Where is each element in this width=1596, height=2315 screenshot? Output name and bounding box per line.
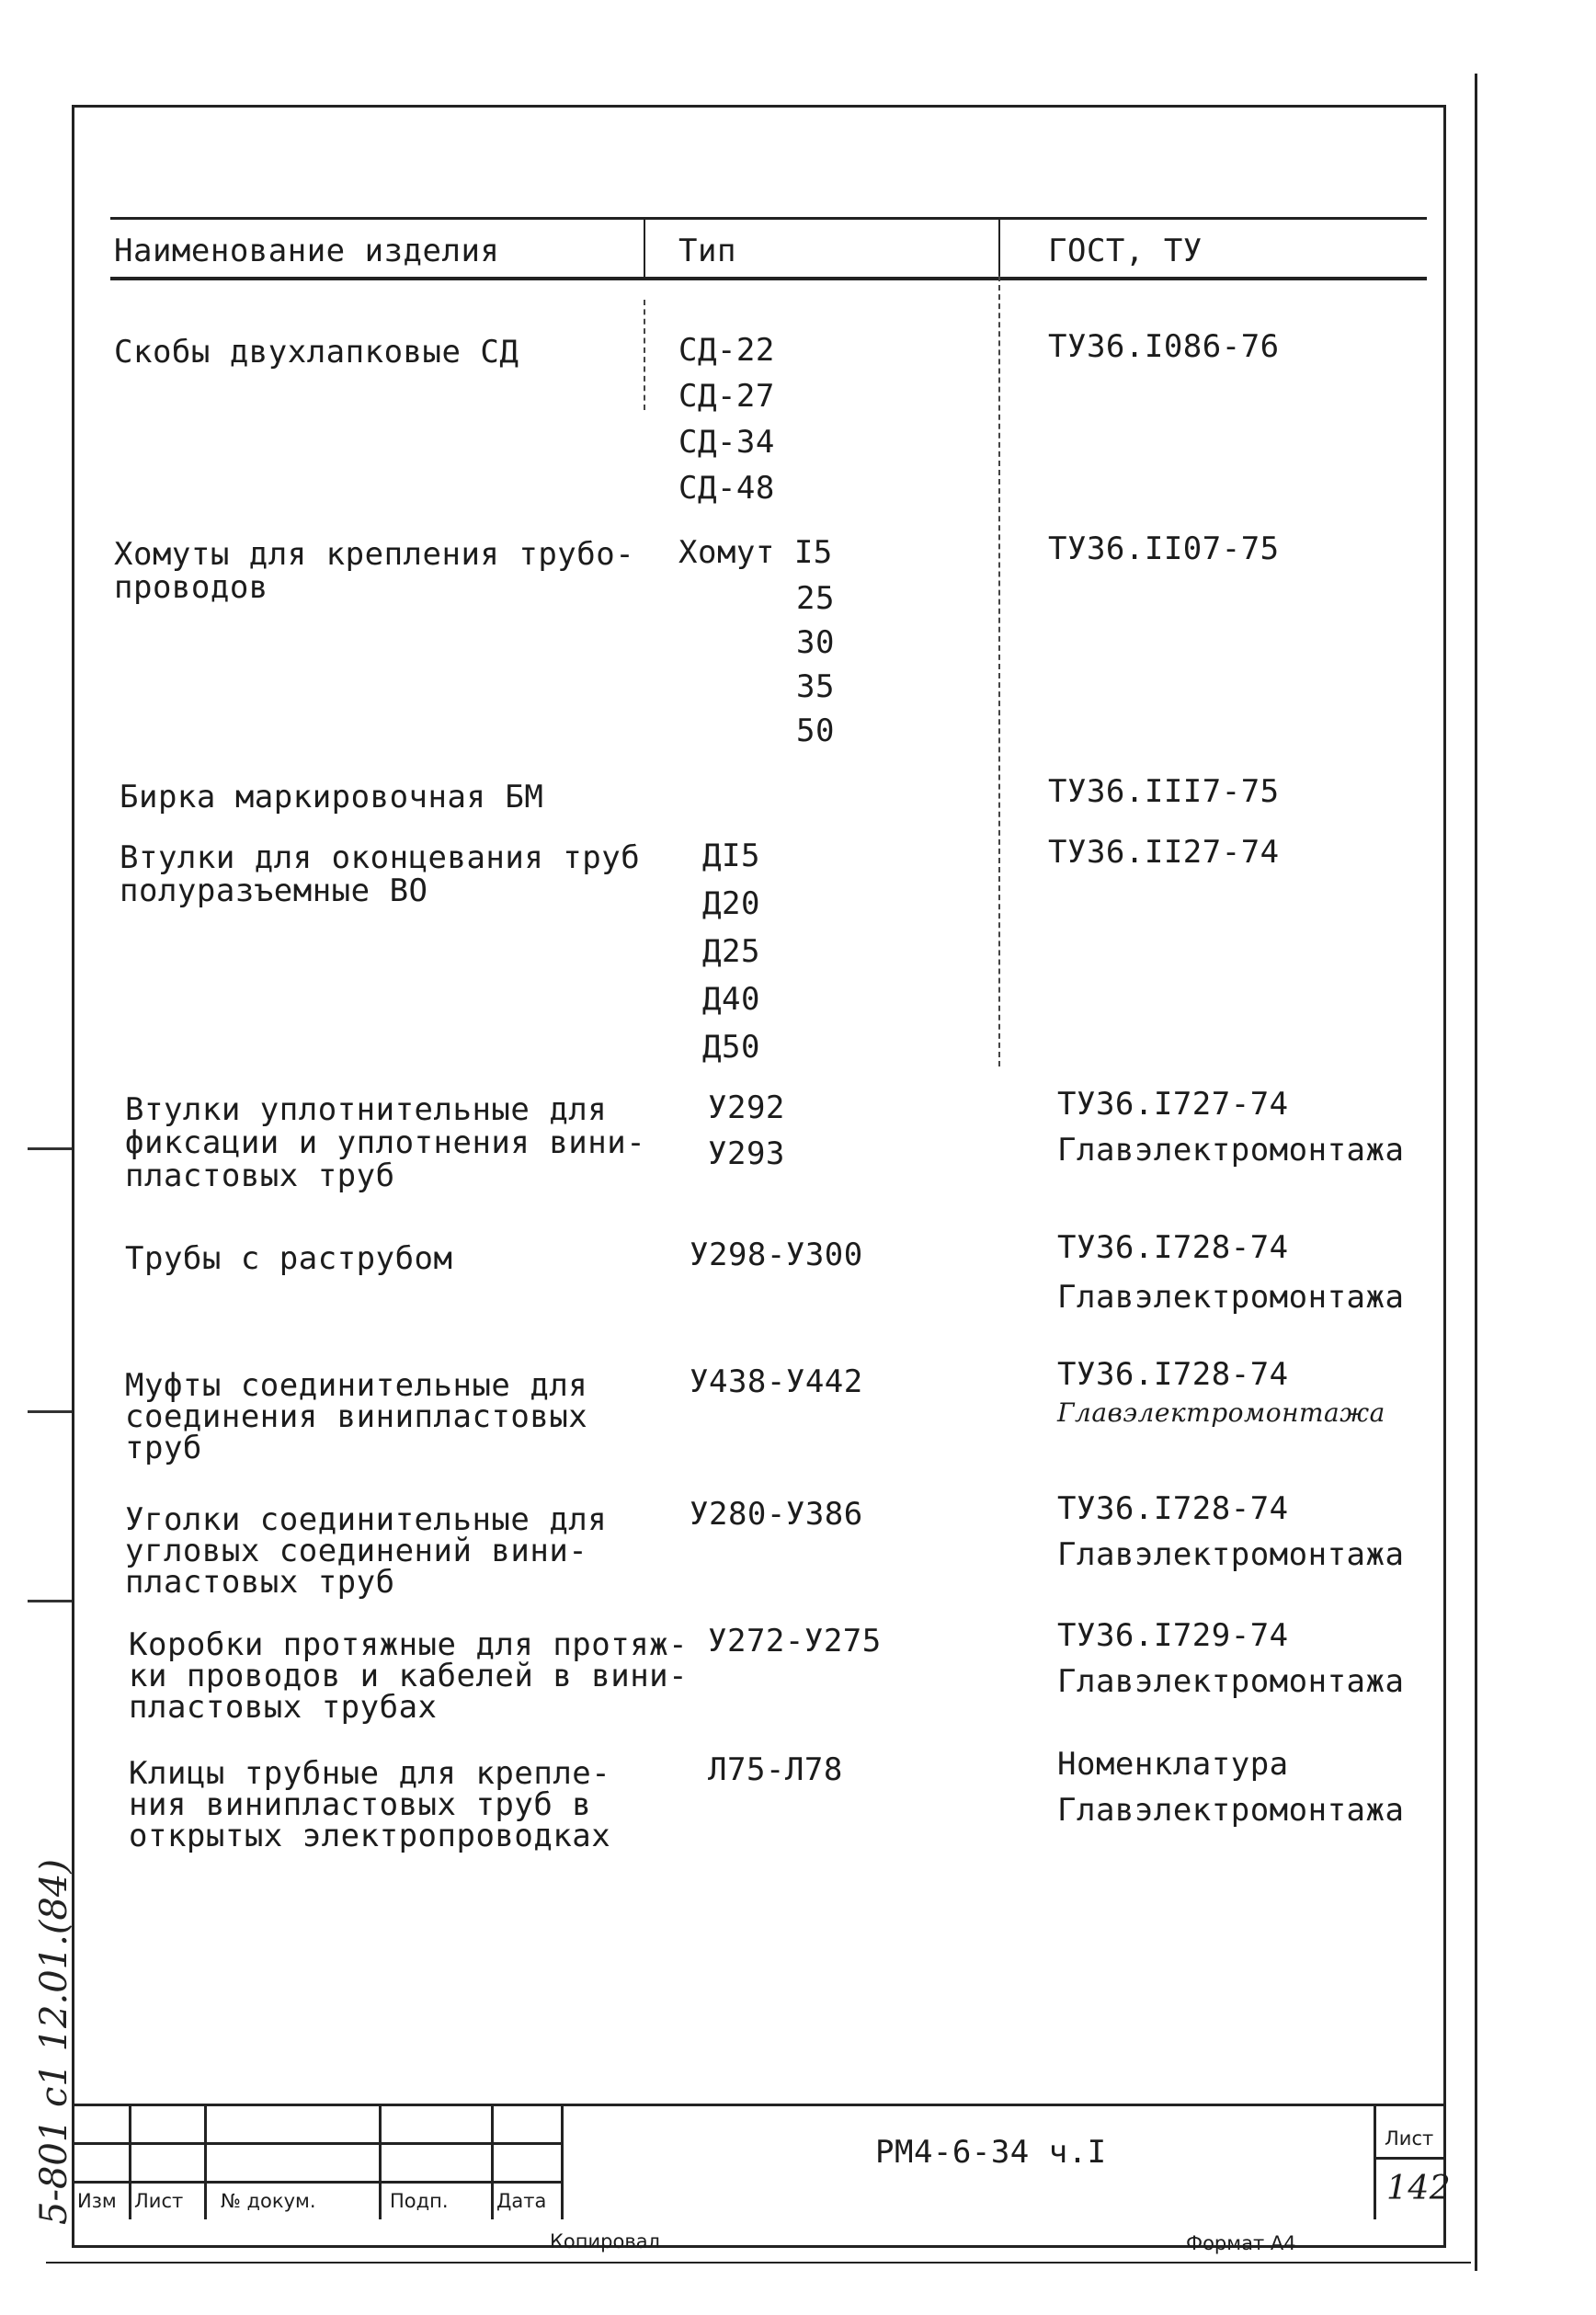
sheet-label: Лист (1385, 2127, 1434, 2150)
row-type: СД-48 (678, 470, 775, 507)
header-gost: ГОСТ, ТУ (1048, 233, 1203, 269)
row-name: открытых электропроводках (129, 1818, 611, 1854)
row-type: СД-22 (678, 332, 775, 369)
row-type: У272-У275 (708, 1623, 882, 1659)
row-name: пластовых труб (125, 1564, 395, 1601)
row-name: Трубы с раструбом (125, 1240, 453, 1277)
row-name: труб (125, 1430, 202, 1466)
stamp-col-doc: № докум. (221, 2190, 316, 2212)
row-gost: ТУ36.II07-75 (1048, 530, 1280, 567)
row-type: У293 (708, 1135, 785, 1172)
row-type: У438-У442 (690, 1363, 863, 1400)
row-type: У280-У386 (690, 1496, 863, 1533)
document-code: РМ4-6-34 ч.I (875, 2134, 1107, 2171)
left-margin-mark (28, 1600, 72, 1602)
row-name: Бирка маркировочная БМ (120, 779, 544, 815)
row-type: Д40 (702, 981, 760, 1018)
row-name: полуразъемные ВО (120, 872, 428, 909)
stamp-sheet-mid (1374, 2157, 1446, 2160)
row-name: ки проводов и кабелей в вини- (129, 1658, 689, 1694)
row-gost: Главэлектромонтажа (1057, 1132, 1405, 1169)
row-type: ДI5 (702, 838, 760, 874)
row-name: пластовых трубах (129, 1689, 438, 1726)
row-gost: Главэлектромонтажа (1057, 1663, 1405, 1700)
row-type: У298-У300 (690, 1237, 863, 1273)
row-gost: ТУ36.I728-74 (1057, 1229, 1289, 1266)
side-handwritten-note: 5-801 с1 12.01.(84) (33, 1859, 75, 2225)
stamp-col-sign: Подп. (390, 2190, 449, 2212)
row-name: Коробки протяжные для протяж- (129, 1626, 689, 1663)
row-type: 25 (796, 580, 835, 617)
row-type: Л75-Л78 (708, 1751, 843, 1788)
header-divider (644, 217, 645, 279)
row-gost: ТУ36.I086-76 (1048, 328, 1280, 365)
column-divider (644, 300, 645, 410)
sheet-number: 142 (1386, 2170, 1452, 2207)
row-type: Д20 (702, 885, 760, 922)
footer-copied: Копировал (550, 2230, 660, 2252)
column-divider (998, 276, 1000, 1066)
row-type: Д50 (702, 1029, 760, 1066)
row-name: пластовых труб (125, 1158, 395, 1194)
row-type: У292 (708, 1089, 785, 1126)
row-name: Втулки для оконцевания труб (120, 839, 641, 876)
header-divider (998, 217, 1000, 279)
row-gost: ТУ36.III7-75 (1048, 773, 1280, 810)
row-gost: ТУ36.II27-74 (1048, 834, 1280, 871)
stamp-col-date: Дата (496, 2190, 547, 2212)
row-gost: Номенклатура (1057, 1746, 1289, 1783)
row-name: проводов (114, 569, 268, 606)
row-name: Втулки уплотнительные для (125, 1091, 608, 1128)
left-margin-mark (28, 1147, 72, 1150)
row-name: Уголки соединительные для (125, 1501, 608, 1538)
row-type: СД-27 (678, 378, 775, 415)
row-type: СД-34 (678, 424, 775, 461)
header-type: Тип (678, 233, 736, 269)
row-gost: Главэлектромонтажа (1057, 1792, 1405, 1829)
footer-format: Формат А4 (1186, 2232, 1296, 2254)
row-type: Хомут I5 (678, 534, 833, 571)
row-gost: ТУ36.I728-74 (1057, 1490, 1289, 1527)
row-name: Клицы трубные для крепле- (129, 1755, 611, 1792)
row-name: угловых соединений вини- (125, 1533, 588, 1569)
header-top-rule (110, 217, 1427, 220)
row-type: 35 (796, 668, 835, 705)
right-border-line (1475, 74, 1477, 2271)
row-name: фиксации и уплотнения вини- (125, 1124, 646, 1161)
row-name: Скобы двухлапковые СД (114, 334, 519, 371)
row-type: Д25 (702, 933, 760, 970)
stamp-col-izm: Изм (77, 2190, 117, 2212)
row-gost: ТУ36.I729-74 (1057, 1617, 1289, 1654)
left-margin-mark (28, 1410, 72, 1413)
row-gost: Главэлектромонтажа (1057, 1536, 1405, 1573)
row-gost: ТУ36.I728-74 (1057, 1356, 1289, 1393)
footer-rule (46, 2262, 1471, 2264)
row-type: 30 (796, 624, 835, 661)
header-bottom-rule (110, 277, 1427, 280)
row-name: ния винипластовых труб в (129, 1786, 592, 1823)
row-gost-handwritten: Главэлектромонтажа (1057, 1397, 1385, 1428)
row-name: Муфты соединительные для (125, 1367, 588, 1404)
row-type: 50 (796, 713, 835, 749)
row-gost: Главэлектромонтажа (1057, 1279, 1405, 1316)
row-name: Хомуты для крепления трубо- (114, 536, 635, 573)
header-name: Наименование изделия (114, 233, 500, 269)
row-gost: ТУ36.I727-74 (1057, 1086, 1289, 1123)
row-name: соединения винипластовых (125, 1398, 588, 1435)
stamp-sheet-divider (1374, 2104, 1376, 2219)
stamp-col-list: Лист (134, 2190, 184, 2212)
